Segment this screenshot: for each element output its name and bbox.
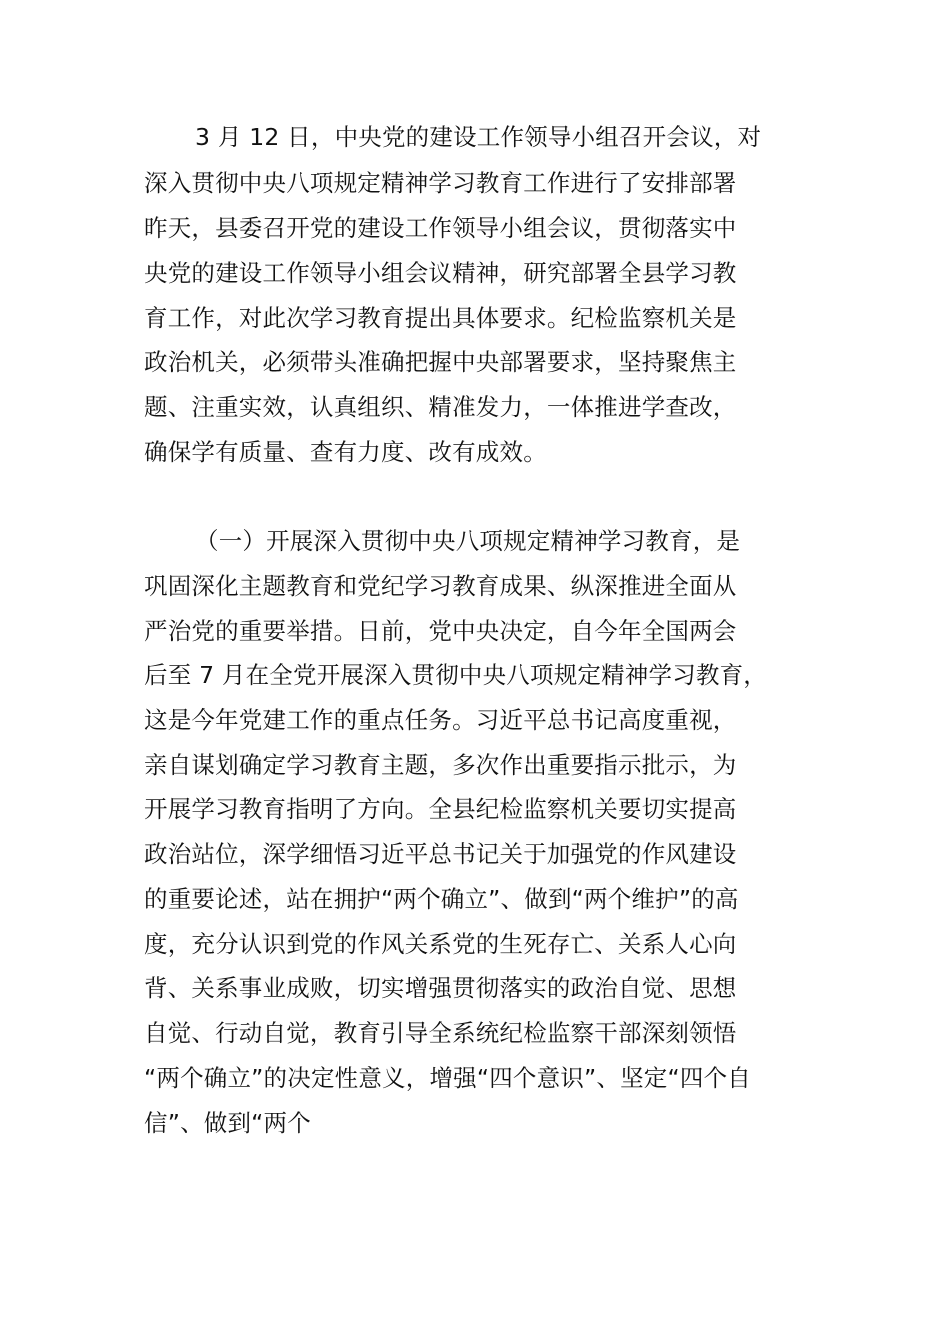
paragraph-line: 央党的建设工作领导小组会议精神，研究部署全县学习教: [144, 259, 737, 287]
paragraph-line: 巩固深化主题教育和党纪学习教育成果、纵深推进全面从: [144, 572, 737, 600]
paragraph-line: 政治机关，必须带头准确把握中央部署要求，坚持聚焦主: [144, 348, 737, 376]
paragraph-line: 确保学有质量、查有力度、改有成效。: [144, 438, 547, 466]
paragraph-line: 政治站位，深学细悟习近平总书记关于加强党的作风建设: [144, 840, 737, 868]
paragraph-line: （一）开展深入贯彻中央八项规定精神学习教育，是: [195, 527, 741, 555]
paragraph-line: 深入贯彻中央八项规定精神学习教育工作进行了安排部署: [144, 169, 737, 197]
paragraph-line: 昨天，县委召开党的建设工作领导小组会议，贯彻落实中: [144, 214, 737, 242]
paragraph-line: 信”、做到“两个: [144, 1109, 311, 1137]
paragraph-line: 后至 7 月在全党开展深入贯彻中央八项规定精神学习教育，: [144, 661, 767, 689]
paragraph-line: 背、关系事业成败，切实增强贯彻落实的政治自觉、思想: [144, 974, 737, 1002]
paragraph-line: 育工作，对此次学习教育提出具体要求。纪检监察机关是: [144, 304, 737, 332]
paragraph-line: 的重要论述，站在拥护“两个确立”、做到“两个维护”的高: [144, 885, 739, 913]
paragraph-line: 开展学习教育指明了方向。全县纪检监察机关要切实提高: [144, 795, 737, 823]
paragraph-line: 这是今年党建工作的重点任务。习近平总书记高度重视，: [144, 706, 737, 734]
paragraph-line: 自觉、行动自觉，教育引导全系统纪检监察干部深刻领悟: [144, 1019, 737, 1047]
paragraph-line: 题、注重实效，认真组织、精准发力，一体推进学查改，: [144, 393, 737, 421]
paragraph-line: “两个确立”的决定性意义，增强“四个意识”、坚定“四个自: [144, 1064, 751, 1092]
paragraph-line: 度，充分认识到党的作风关系党的生死存亡、关系人心向: [144, 930, 737, 958]
paragraph-line: 3 月 12 日，中央党的建设工作领导小组召开会议，对: [195, 123, 762, 151]
paragraph-line: 亲自谋划确定学习教育主题，多次作出重要指示批示，为: [144, 751, 737, 779]
paragraph-line: 严治党的重要举措。日前，党中央决定，自今年全国两会: [144, 617, 737, 645]
